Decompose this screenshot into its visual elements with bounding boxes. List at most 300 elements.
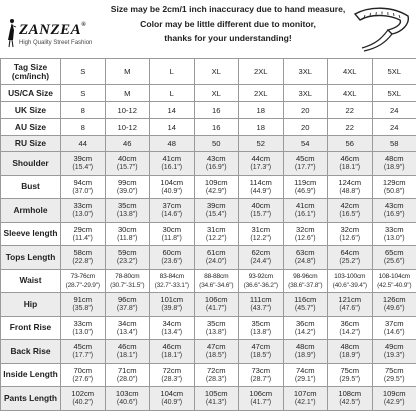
cm-value: 104cm [160, 177, 184, 187]
inch-value: (30.7"-31.5") [110, 281, 145, 289]
cm-value: 31cm [206, 224, 226, 234]
cm-value: 65cm [384, 248, 404, 258]
inch-value: (41.3") [205, 399, 227, 407]
inch-value: (29.1") [294, 375, 316, 383]
cm-value: 48cm [295, 342, 315, 352]
cm-value: 88-88cm [204, 272, 229, 280]
measurement-cell [372, 363, 416, 387]
measurement-cell [105, 340, 150, 364]
measurement-cell [328, 246, 373, 270]
cm-value: 106cm [204, 295, 228, 305]
brand-tagline: High Quality Street Fashion [19, 40, 93, 46]
inch-value: (16.5") [339, 211, 361, 219]
size-cell: 16 [194, 119, 239, 136]
size-cell: 8 [61, 119, 106, 136]
inch-value: (17.3") [250, 164, 272, 172]
cm-value: 83-84cm [159, 272, 184, 280]
inch-value: (50.8") [383, 187, 405, 195]
measurement-cell [372, 316, 416, 340]
row-label: Shoulder [1, 152, 61, 176]
cm-value: 114cm [249, 177, 272, 187]
row-label: Sleeve length [1, 222, 61, 246]
cm-value: 96cm [117, 295, 137, 305]
inch-value: (25.6") [383, 258, 405, 266]
inch-value: (38.6"-37.8") [288, 281, 323, 289]
inch-value: (24.0") [205, 258, 227, 266]
row-label: Inside Length [1, 363, 61, 387]
cm-value: 116cm [294, 295, 317, 305]
measurement-cell [239, 269, 284, 293]
cm-value: 64cm [340, 248, 360, 258]
inch-value: (14.2") [339, 328, 361, 336]
measurement-cell [372, 340, 416, 364]
size-chart-body [1, 59, 416, 411]
size-header: S [61, 59, 106, 85]
inch-value: (22.8") [72, 258, 94, 266]
measurement-cell [150, 246, 195, 270]
measurement-cell [372, 246, 416, 270]
inch-value: (43.7") [250, 305, 272, 313]
size-cell: 3XL [283, 85, 328, 102]
cm-value: 121cm [338, 295, 362, 305]
measurement-cell [150, 222, 195, 246]
measurement-cell [105, 222, 150, 246]
measurement-cell [105, 246, 150, 270]
size-cell: M [105, 85, 150, 102]
cm-value: 73-76cm [70, 272, 95, 280]
measurement-cell [194, 363, 239, 387]
size-cell: 16 [194, 102, 239, 119]
inch-value: (28.0") [116, 375, 138, 383]
cm-value: 129cm [382, 177, 406, 187]
cm-value: 47cm [206, 342, 226, 352]
cm-value: 94cm [73, 177, 93, 187]
inch-value: (15.7") [250, 211, 272, 219]
measurement-cell [105, 363, 150, 387]
cm-value: 41cm [295, 201, 315, 211]
measurement-cell [239, 387, 284, 411]
inch-value: (37.0") [72, 187, 94, 195]
registered-mark: ® [81, 22, 87, 28]
inch-value: (18.9") [339, 352, 361, 360]
inch-value: (18.9") [383, 164, 405, 172]
measurement-cell [61, 293, 106, 317]
cm-value: 111cm [249, 295, 272, 305]
measurement-cell [61, 246, 106, 270]
cm-value: 49cm [384, 342, 404, 352]
row-label: AU Size [1, 119, 61, 136]
measurement-cell [372, 387, 416, 411]
measurement-row [1, 340, 416, 364]
cm-value: 48cm [384, 154, 404, 164]
cm-value: 33cm [73, 201, 93, 211]
measurement-cell [283, 246, 328, 270]
inch-value: (47.6") [339, 305, 361, 313]
size-cell: 22 [328, 102, 373, 119]
cm-value: 46cm [162, 342, 182, 352]
inch-value: (46.9") [294, 187, 316, 195]
measurement-cell [283, 293, 328, 317]
size-cell: 58 [372, 136, 416, 152]
inch-value: (28.3") [161, 375, 183, 383]
row-label: RU Size [1, 136, 61, 152]
inch-value: (27.6") [72, 375, 94, 383]
tag-size-row [1, 59, 416, 85]
inch-value: (23.6") [161, 258, 183, 266]
size-cell: 24 [372, 102, 416, 119]
cm-value: 119cm [294, 177, 317, 187]
cm-value: 72cm [162, 365, 182, 375]
cm-value: 32cm [295, 224, 315, 234]
size-cell: 10-12 [105, 119, 150, 136]
measurement-cell [150, 340, 195, 364]
cm-value: 39cm [73, 154, 93, 164]
measurement-cell [150, 175, 195, 199]
measurement-cell [372, 175, 416, 199]
cm-value: 45cm [73, 342, 93, 352]
measurement-cell [194, 387, 239, 411]
measurement-cell [239, 363, 284, 387]
cm-value: 30cm [117, 224, 137, 234]
measurement-cell [105, 199, 150, 223]
size-cell: 20 [283, 102, 328, 119]
inch-value: (12.6") [294, 234, 316, 242]
size-header: L [150, 59, 195, 85]
inch-value: (13.8") [116, 211, 138, 219]
inch-value: (49.6") [383, 305, 405, 313]
row-label: Armhole [1, 199, 61, 223]
cm-value: 41cm [162, 154, 182, 164]
inch-value: (13.0") [383, 234, 405, 242]
cm-value: 109cm [382, 389, 406, 399]
measurement-cell [239, 340, 284, 364]
size-cell: 14 [150, 119, 195, 136]
inch-value: (42.1") [294, 399, 316, 407]
inch-value: (28.3") [205, 375, 227, 383]
inch-value: (42.9") [383, 399, 405, 407]
cm-value: 45cm [295, 154, 315, 164]
inch-value: (48.8") [339, 187, 361, 195]
cm-value: 101cm [160, 295, 184, 305]
measurement-cell [61, 363, 106, 387]
measurement-cell [328, 269, 373, 293]
size-cell: 24 [372, 119, 416, 136]
cm-value: 109cm [204, 177, 228, 187]
cm-value: 93-92cm [248, 272, 273, 280]
cm-value: 43cm [206, 154, 226, 164]
size-cell: 56 [328, 136, 373, 152]
measurement-cell [239, 222, 284, 246]
cm-value: 46cm [340, 154, 360, 164]
inch-value: (40.6") [116, 399, 138, 407]
cm-value: 98-96cm [293, 272, 318, 280]
size-cell: 46 [105, 136, 150, 152]
measurement-cell [61, 199, 106, 223]
inch-value: (41.7") [205, 305, 227, 313]
cm-value: 40cm [251, 201, 271, 211]
measurement-cell [372, 269, 416, 293]
inch-value: (17.7") [294, 164, 316, 172]
cm-value: 91cm [73, 295, 93, 305]
cm-value: 108cm [338, 389, 362, 399]
measurement-cell [283, 199, 328, 223]
size-cell: 2XL [239, 85, 284, 102]
measurement-cell [283, 269, 328, 293]
cm-value: 42cm [340, 201, 360, 211]
inch-value: (28.7") [250, 375, 272, 383]
cm-value: 33cm [73, 318, 93, 328]
cm-value: 44cm [251, 154, 271, 164]
inch-value: (13.4") [116, 328, 138, 336]
cm-value: 37cm [162, 201, 182, 211]
measurement-cell [61, 152, 106, 176]
measurement-cell [61, 316, 106, 340]
measurement-cell [150, 152, 195, 176]
inch-value: (39.0") [116, 187, 138, 195]
brand-logo [5, 18, 105, 54]
inch-value: (23.2") [116, 258, 138, 266]
measurement-row [1, 269, 416, 293]
inch-value: (13.0") [72, 328, 94, 336]
inch-value: (16.9") [205, 164, 227, 172]
measurement-cell [372, 152, 416, 176]
measurement-cell [239, 152, 284, 176]
inch-value: (40.6"-39.4") [332, 281, 367, 289]
size-cell: 52 [239, 136, 284, 152]
measurement-cell [194, 246, 239, 270]
measurement-cell [150, 316, 195, 340]
measurement-cell [372, 293, 416, 317]
cm-value: 43cm [384, 201, 404, 211]
size-header: 2XL [239, 59, 284, 85]
inch-value: (18.9") [294, 352, 316, 360]
measurement-cell [328, 316, 373, 340]
cm-value: 60cm [162, 248, 182, 258]
inch-value: (18.1") [339, 164, 361, 172]
brand-name: ZANZEA® [19, 22, 87, 38]
inch-value: (42.9") [205, 187, 227, 195]
measurement-cell [194, 152, 239, 176]
inch-value: (18.5") [205, 352, 227, 360]
inch-value: (44.9") [250, 187, 272, 195]
cm-value: 103-100cm [334, 272, 366, 280]
measurement-row [1, 363, 416, 387]
measurement-cell [194, 293, 239, 317]
measurement-cell [105, 316, 150, 340]
inch-value: (15.4") [72, 164, 94, 172]
measuring-tape-icon [352, 6, 412, 52]
inch-value: (18.1") [161, 352, 183, 360]
inch-value: (13.4") [161, 328, 183, 336]
tag-size-label: Tag Size (cm/inch) [1, 59, 61, 85]
row-label: UK Size [1, 102, 61, 119]
inch-value: (18.1") [116, 352, 138, 360]
inch-value: (32.7"-33.1") [154, 281, 189, 289]
cm-value: 78-80cm [115, 272, 140, 280]
row-label: Back Rise [1, 340, 61, 364]
header [0, 0, 416, 58]
inch-value: (14.6") [161, 211, 183, 219]
inch-value: (11.8") [161, 234, 182, 242]
cm-value: 72cm [206, 365, 226, 375]
notice-line-2: Color may be little different due to monitor, [140, 18, 316, 29]
size-header: M [105, 59, 150, 85]
cm-value: 48cm [340, 342, 360, 352]
cm-value: 47cm [251, 342, 271, 352]
size-cell: 14 [150, 102, 195, 119]
cm-value: 35cm [206, 318, 226, 328]
measurement-cell [61, 175, 106, 199]
measurement-cell [194, 175, 239, 199]
size-cell: 54 [283, 136, 328, 152]
inch-value: (18.5") [250, 352, 272, 360]
row-label: Bust [1, 175, 61, 199]
inch-value: (40.9") [161, 187, 183, 195]
measurement-cell [372, 222, 416, 246]
measurement-cell [328, 152, 373, 176]
size-cell: 22 [328, 119, 373, 136]
cm-value: 71cm [117, 365, 137, 375]
cm-value: 31cm [251, 224, 271, 234]
inch-value: (16.1") [161, 164, 183, 172]
inch-value: (28.7"-29.9") [65, 281, 100, 289]
measurement-cell [283, 175, 328, 199]
cm-value: 59cm [117, 248, 137, 258]
cm-value: 36cm [340, 318, 360, 328]
measurement-cell [328, 199, 373, 223]
cm-value: 70cm [73, 365, 93, 375]
cm-value: 74cm [295, 365, 315, 375]
cm-value: 46cm [117, 342, 137, 352]
cm-value: 103cm [115, 389, 139, 399]
measurement-cell [328, 340, 373, 364]
inch-value: (12.6") [339, 234, 361, 242]
size-cell: 10-12 [105, 102, 150, 119]
measurement-cell [194, 340, 239, 364]
measurement-cell [105, 269, 150, 293]
cm-value: 102cm [71, 389, 95, 399]
cm-value: 34cm [117, 318, 137, 328]
inch-value: (13.8") [250, 328, 272, 336]
inch-value: (19.3") [383, 352, 405, 360]
inch-value: (29.5") [383, 375, 405, 383]
inch-value: (36.6"-36.2") [243, 281, 278, 289]
inch-value: (29.5") [339, 375, 361, 383]
measurement-cell [150, 199, 195, 223]
inch-value: (11.8") [117, 234, 138, 242]
size-header: 4XL [328, 59, 373, 85]
inch-value: (34.6"-34.6") [199, 281, 234, 289]
measurement-cell [239, 199, 284, 223]
size-cell: 44 [61, 136, 106, 152]
cm-value: 106cm [249, 389, 273, 399]
inch-value: (35.8") [72, 305, 94, 313]
measurement-row [1, 293, 416, 317]
row-label: Tops Length [1, 246, 61, 270]
size-cell: 48 [150, 136, 195, 152]
inch-value: (42.5"-40.9") [377, 281, 412, 289]
cm-value: 124cm [338, 177, 362, 187]
inch-value: (13.8") [205, 328, 227, 336]
row-label: Front Rise [1, 316, 61, 340]
measurement-cell [283, 222, 328, 246]
size-cell: 8 [61, 102, 106, 119]
cm-value: 99cm [117, 177, 137, 187]
cm-value: 30cm [162, 224, 182, 234]
measurement-cell [194, 269, 239, 293]
measurement-cell [150, 269, 195, 293]
cm-value: 40cm [117, 154, 137, 164]
measurement-notice [108, 0, 348, 46]
measurement-cell [61, 340, 106, 364]
measurement-row [1, 387, 416, 411]
inch-value: (14.6") [383, 328, 405, 336]
standard-size-row [1, 136, 416, 152]
size-cell: XL [194, 85, 239, 102]
measurement-row [1, 222, 416, 246]
measurement-cell [105, 152, 150, 176]
standard-size-row [1, 102, 416, 119]
measurement-cell [283, 340, 328, 364]
cm-value: 105cm [204, 389, 228, 399]
measurement-cell [372, 199, 416, 223]
measurement-cell [61, 222, 106, 246]
measurement-cell [328, 293, 373, 317]
inch-value: (37.8") [116, 305, 138, 313]
measurement-row [1, 199, 416, 223]
row-label: Pants Length [1, 387, 61, 411]
cm-value: 29cm [73, 224, 93, 234]
measurement-cell [61, 387, 106, 411]
size-cell: 50 [194, 136, 239, 152]
measurement-cell [283, 387, 328, 411]
cm-value: 35cm [117, 201, 137, 211]
cm-value: 104cm [160, 389, 184, 399]
notice-line-3: thanks for your understanding! [164, 33, 292, 43]
measurement-cell [194, 222, 239, 246]
measurement-cell [239, 246, 284, 270]
cm-value: 75cm [340, 365, 360, 375]
measurement-cell [150, 387, 195, 411]
cm-value: 35cm [251, 318, 271, 328]
cm-value: 126cm [382, 295, 406, 305]
size-cell: 18 [239, 102, 284, 119]
inch-value: (12.2") [250, 234, 272, 242]
cm-value: 73cm [251, 365, 271, 375]
fashion-figure-icon [5, 18, 19, 48]
size-cell: S [61, 85, 106, 102]
cm-value: 34cm [162, 318, 182, 328]
size-cell: 18 [239, 119, 284, 136]
cm-value: 107cm [293, 389, 317, 399]
inch-value: (13.0") [72, 211, 94, 219]
row-label: US/CA Size [1, 85, 61, 102]
cm-value: 108-104cm [378, 272, 410, 280]
measurement-cell [105, 387, 150, 411]
size-header: 5XL [372, 59, 416, 85]
measurement-cell [283, 363, 328, 387]
inch-value: (12.2") [205, 234, 227, 242]
size-chart-table [0, 58, 416, 411]
inch-value: (17.7") [72, 352, 94, 360]
row-label: Hip [1, 293, 61, 317]
measurement-cell [150, 363, 195, 387]
measurement-cell [61, 269, 106, 293]
inch-value: (16.9") [383, 211, 405, 219]
cm-value: 61cm [206, 248, 226, 258]
cm-value: 36cm [295, 318, 315, 328]
notice-line-1: Size may be 2cm/1 inch inaccuracy due to hand measure, [110, 4, 346, 14]
